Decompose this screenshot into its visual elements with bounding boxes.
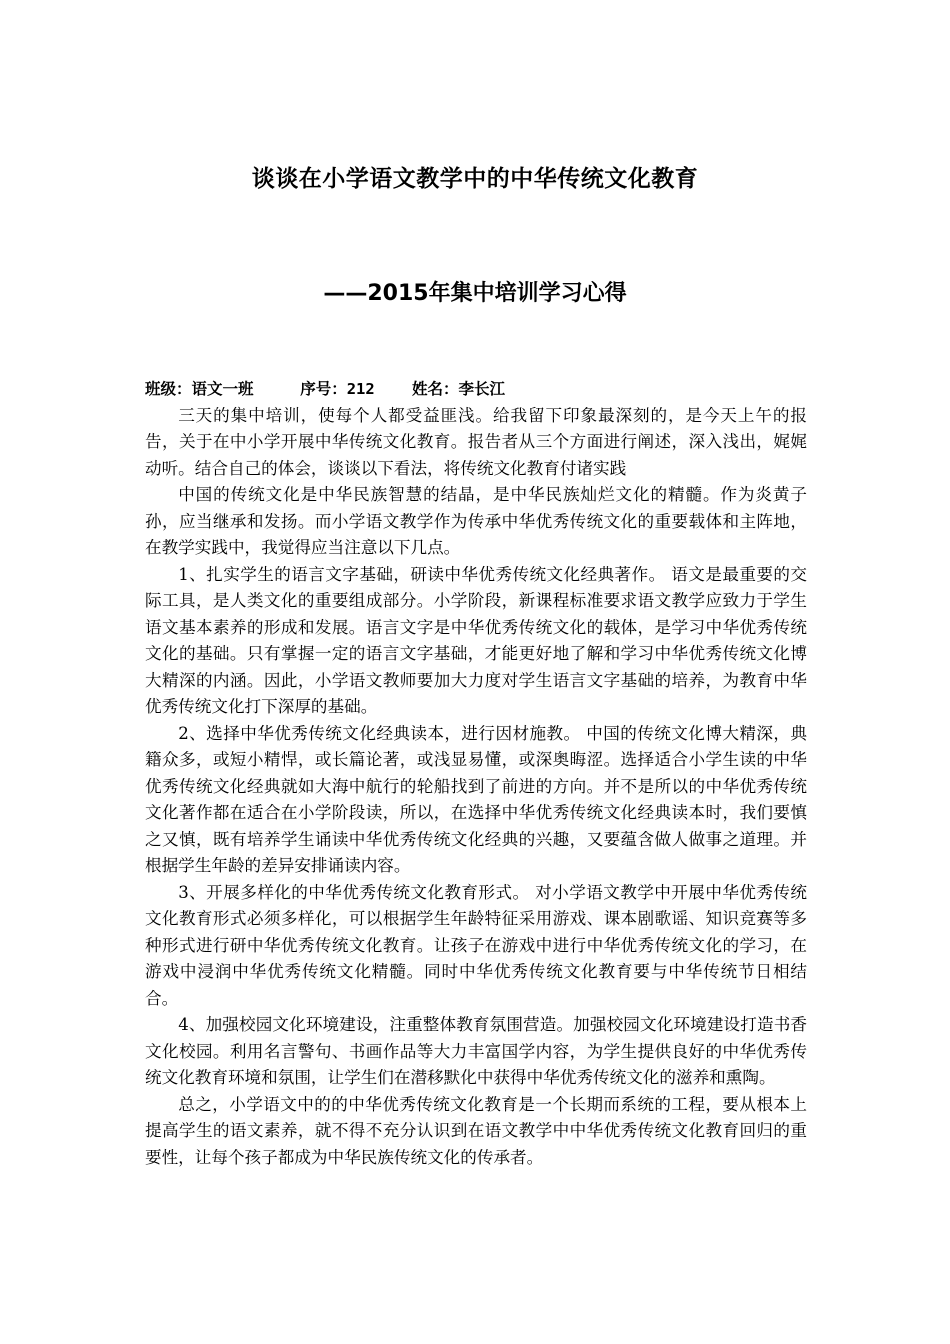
- paragraph-conclusion: 总之，小学语文中的的中华优秀传统文化教育是一个长期而系统的工程，要从根本上提高学生的语文素养，就不得不充分认识到在语文教学中中华优秀传统文化教育回归的重要性，让每个孩子都成为中华民族传统文化的传承者。: [145, 1094, 807, 1167]
- paragraph-point-3: 3、开展多样化的中华优秀传统文化教育形式。 对小学语文教学中开展中华优秀传统文化教育形式必须多样化，可以根据学生年龄特征采用游戏、课本剧歌谣、知识竞赛等多种形式进行研中华优秀传统文化教育。让孩子在游戏中进行中华优秀传统文化的学习，在游戏中浸润中华优秀传统文化精髓。同时中华优秀传统文化教育要与中华传统节日相结合。: [145, 882, 807, 1008]
- paragraph-intro: 三天的集中培训，使每个人都受益匪浅。给我留下印象最深刻的，是今天上午的报告，关于在中小学开展中华传统文化教育。报告者从三个方面进行阐述，深入浅出，娓娓动听。结合自己的体会，谈谈以下看法，将传统文化教育付诸实践: [145, 405, 807, 478]
- document-title: 谈谈在小学语文教学中的中华传统文化教育: [251, 166, 699, 192]
- number-label: 序号：212: [300, 380, 375, 398]
- paragraph-point-4: 4、加强校园文化环境建设，注重整体教育氛围营造。加强校园文化环境建设打造书香文化校园。利用名言警句、书画作品等大力丰富国学内容，为学生提供良好的中华优秀传统文化教育环境和氛围，让学生们在潜移默化中获得中华优秀传统文化的滋养和熏陶。: [145, 1015, 807, 1087]
- paragraph-point-2: 2、选择中华优秀传统文化经典读本，进行因材施教。 中国的传统文化博大精深，典籍众多，或短小精悍，或长篇论著，或浅显易懂，或深奥晦涩。选择适合小学生读的中华优秀传统文化经典就如大海中航行的轮船找到了前进的方向。并不是所以的中华优秀传统文化著作都在适合在小学阶段读，所以，在选择中华优秀传统文化经典读本时，我们要慎之又慎，既有培养学生诵读中华优秀传统文化经典的兴趣，又要蕴含做人做事之道理。并根据学生年龄的差异安排诵读内容。: [145, 723, 807, 875]
- document-body: [145, 376, 807, 1171]
- paragraph-tradition: 中国的传统文化是中华民族智慧的结晶，是中华民族灿烂文化的精髓。作为炎黄子孙，应当继承和发扬。而小学语文教学作为传承中华优秀传统文化的重要载体和主阵地，在教学实践中，我觉得应当注意以下几点。: [145, 485, 807, 557]
- document-subtitle: ——2015年集中培训学习心得: [323, 281, 627, 306]
- class-label: 班级：语文一班: [145, 380, 254, 398]
- name-label: 姓名：李长江: [412, 380, 506, 398]
- author-info-line: [145, 376, 807, 403]
- paragraph-point-1: 1、扎实学生的语言文字基础，研读中华优秀传统文化经典著作。 语文是最重要的交际工具，是人类文化的重要组成部分。小学阶段，新课程标准要求语文教学应致力于学生语文基本素养的形成和发展。语言文字是中华优秀传统文化的载体，是学习中华优秀传统文化的基础。只有掌握一定的语言文字基础，才能更好地了解和学习中华优秀传统文化博大精深的内涵。因此，小学语文教师要加大力度对学生语言文字基础的培养，为教育中华优秀传统文化打下深厚的基础。: [145, 564, 807, 716]
